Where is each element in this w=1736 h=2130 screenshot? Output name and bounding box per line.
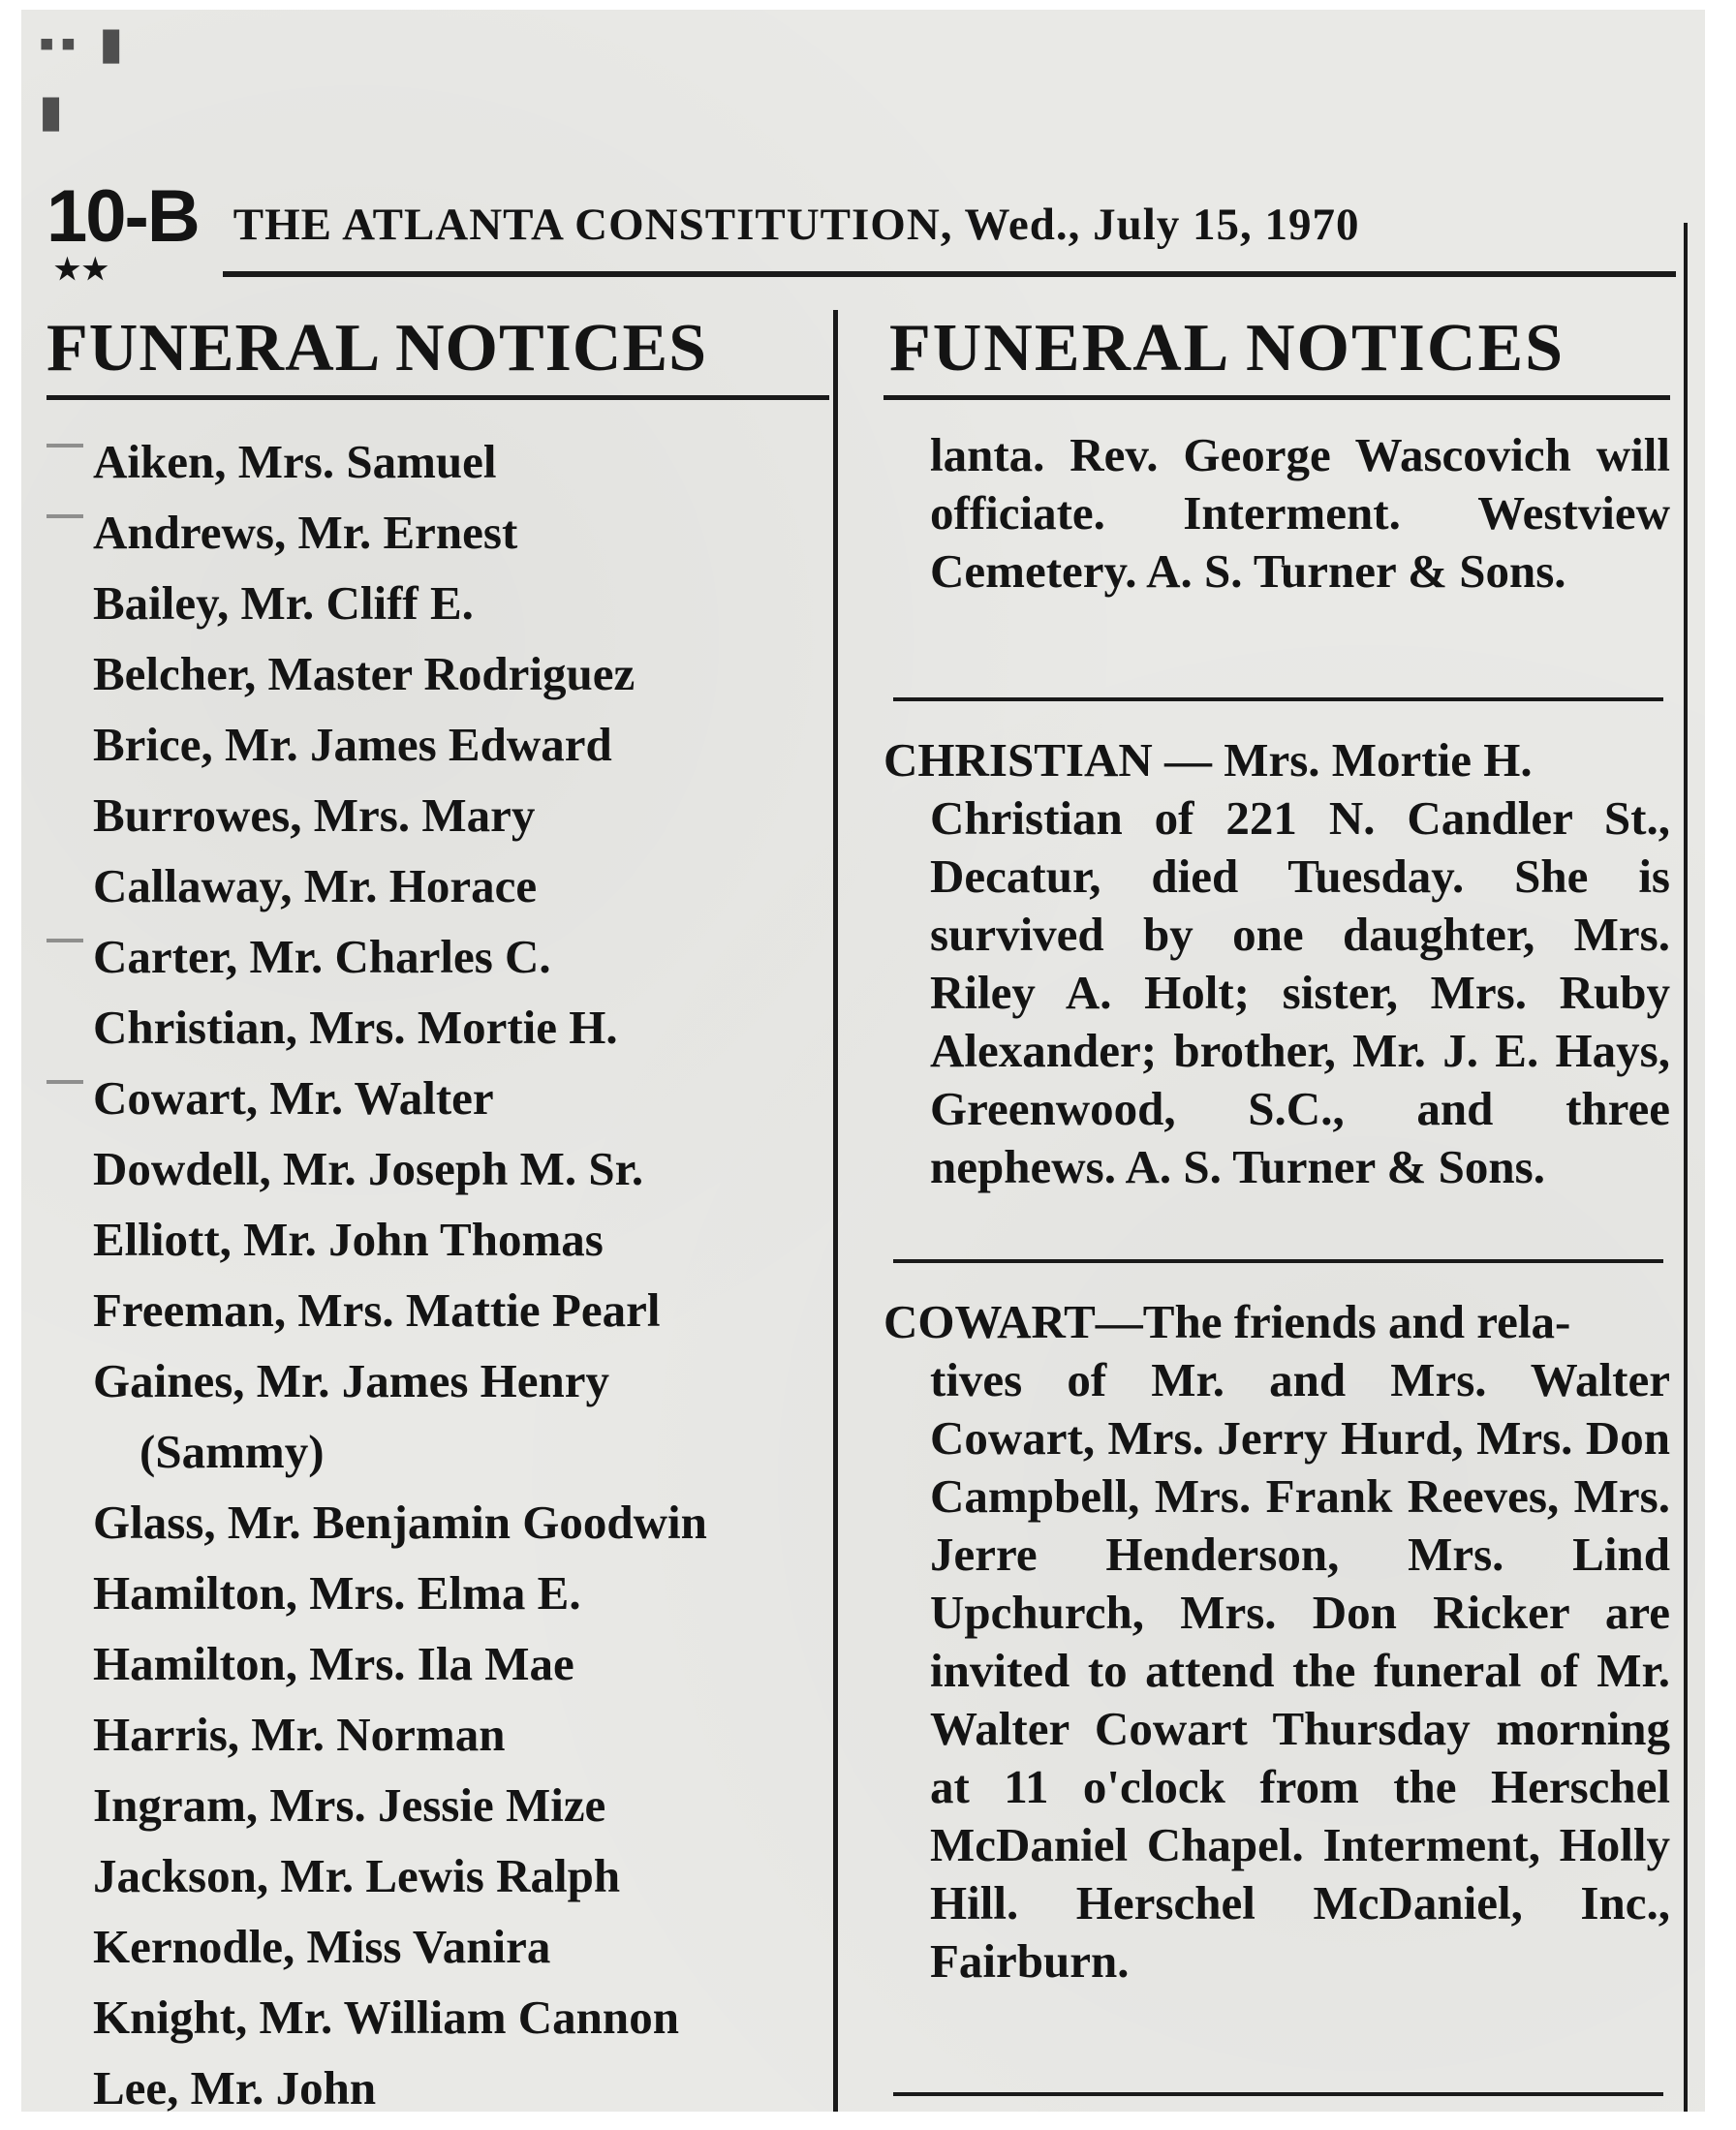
name-entry: Kernodle, Miss Vanira [93,1920,551,1973]
name-entry: Jackson, Mr. Lewis Ralph [93,1849,621,1902]
cowart-notice [884,1293,1670,1991]
edition-stars: ★★ [54,254,110,286]
name-entry: Christian, Mrs. Mortie H. [93,1001,618,1054]
name-entry: Dowdell, Mr. Joseph M. Sr. [93,1142,644,1195]
right-column-heading: FUNERAL NOTICES [889,311,1566,386]
right-border-rule [1684,223,1688,2112]
notice-separator [893,697,1663,701]
name-entry-continuation: (Sammy) [140,1425,325,1478]
christian-notice-body: Christian of 221 N. Candler St., Decatur, died Tuesday. She is survived by one daughter, Mrs. Riley A. Holt; sister, Mrs. Ruby Alexander; brother, Mr. J. E. Hays, Greenwood, S.C., and three nephews. A. S. Turner & Sons. [930,791,1670,1193]
name-entry: Knight, Mr. William Cannon [93,1991,679,2044]
name-entry: Carter, Mr. Charles C. [46,921,822,992]
newspaper-title-date: THE ATLANTA CONSTITUTION, Wed., July 15, 1970 [232,200,1360,250]
masthead [46,175,1684,258]
christian-notice-lead: CHRISTIAN — Mrs. Mortie H. [884,733,1533,787]
name-entry: Cowart, Mr. Walter [46,1063,822,1133]
cowart-notice-lead: COWART—The friends and rela- [884,1295,1571,1348]
name-entry: Burrowes, Mrs. Mary [93,788,536,842]
name-entry: Andrews, Mr. Ernest [46,497,822,568]
name-entry: Glass, Mr. Benjamin Goodwin [93,1496,707,1549]
column-divider [833,310,838,2112]
name-entry: Bailey, Mr. Cliff E. [93,576,474,630]
name-entry: Brice, Mr. James Edward [93,718,612,771]
name-entry: Callaway, Mr. Horace [93,859,538,912]
margin-mark [46,514,83,518]
name-entry: Ingram, Mrs. Jessie Mize [93,1778,606,1832]
left-heading-rule [46,395,829,400]
margin-mark [46,444,83,448]
name-entry: Hamilton, Mrs. Ila Mae [93,1637,574,1690]
deceased-name-index [46,426,822,2123]
continued-notice [884,426,1670,601]
page-number: 10-B [46,175,199,258]
name-entry: Harris, Mr. Norman [93,1708,506,1761]
continued-notice-text: lanta. Rev. George Wascovich will officiate. Interment. Westview Cemetery. A. S. Turner & Sons. [930,428,1670,598]
right-heading-rule [884,395,1670,400]
name-entry: Hamilton, Mrs. Elma E. [93,1566,581,1620]
name-entry: Gaines, Mr. James Henry [93,1354,610,1407]
name-entry: Lee, Mr. John [93,2061,377,2115]
name-entry: Aiken, Mrs. Samuel [46,426,822,497]
name-entry: Freeman, Mrs. Mattie Pearl [93,1283,661,1337]
name-entry: Belcher, Master Rodriguez [93,647,636,700]
cowart-notice-body: tives of Mr. and Mrs. Walter Cowart, Mrs. Jerry Hurd, Mrs. Don Campbell, Mrs. Frank Reeves, Mrs. Jerre Henderson, Mrs. Lind Upchurch, Mrs. Don Ricker are invited to attend the funeral of Mr. Walter Cowart Thursday morning at 11 o'clock from the Herschel McDaniel Chapel. Interment, Holly Hill. Herschel McDaniel, Inc., Fairburn. [930,1353,1670,1988]
notice-separator [893,1259,1663,1263]
name-entry: Elliott, Mr. John Thomas [93,1213,604,1266]
torn-corner-scrap: ▪▪ ▮ ▮ [39,18,130,136]
margin-mark [46,1080,83,1084]
christian-notice [884,731,1670,1196]
notice-separator [893,2092,1663,2096]
left-column-heading: FUNERAL NOTICES [46,311,708,386]
masthead-rule [223,271,1676,277]
margin-mark [46,939,83,942]
